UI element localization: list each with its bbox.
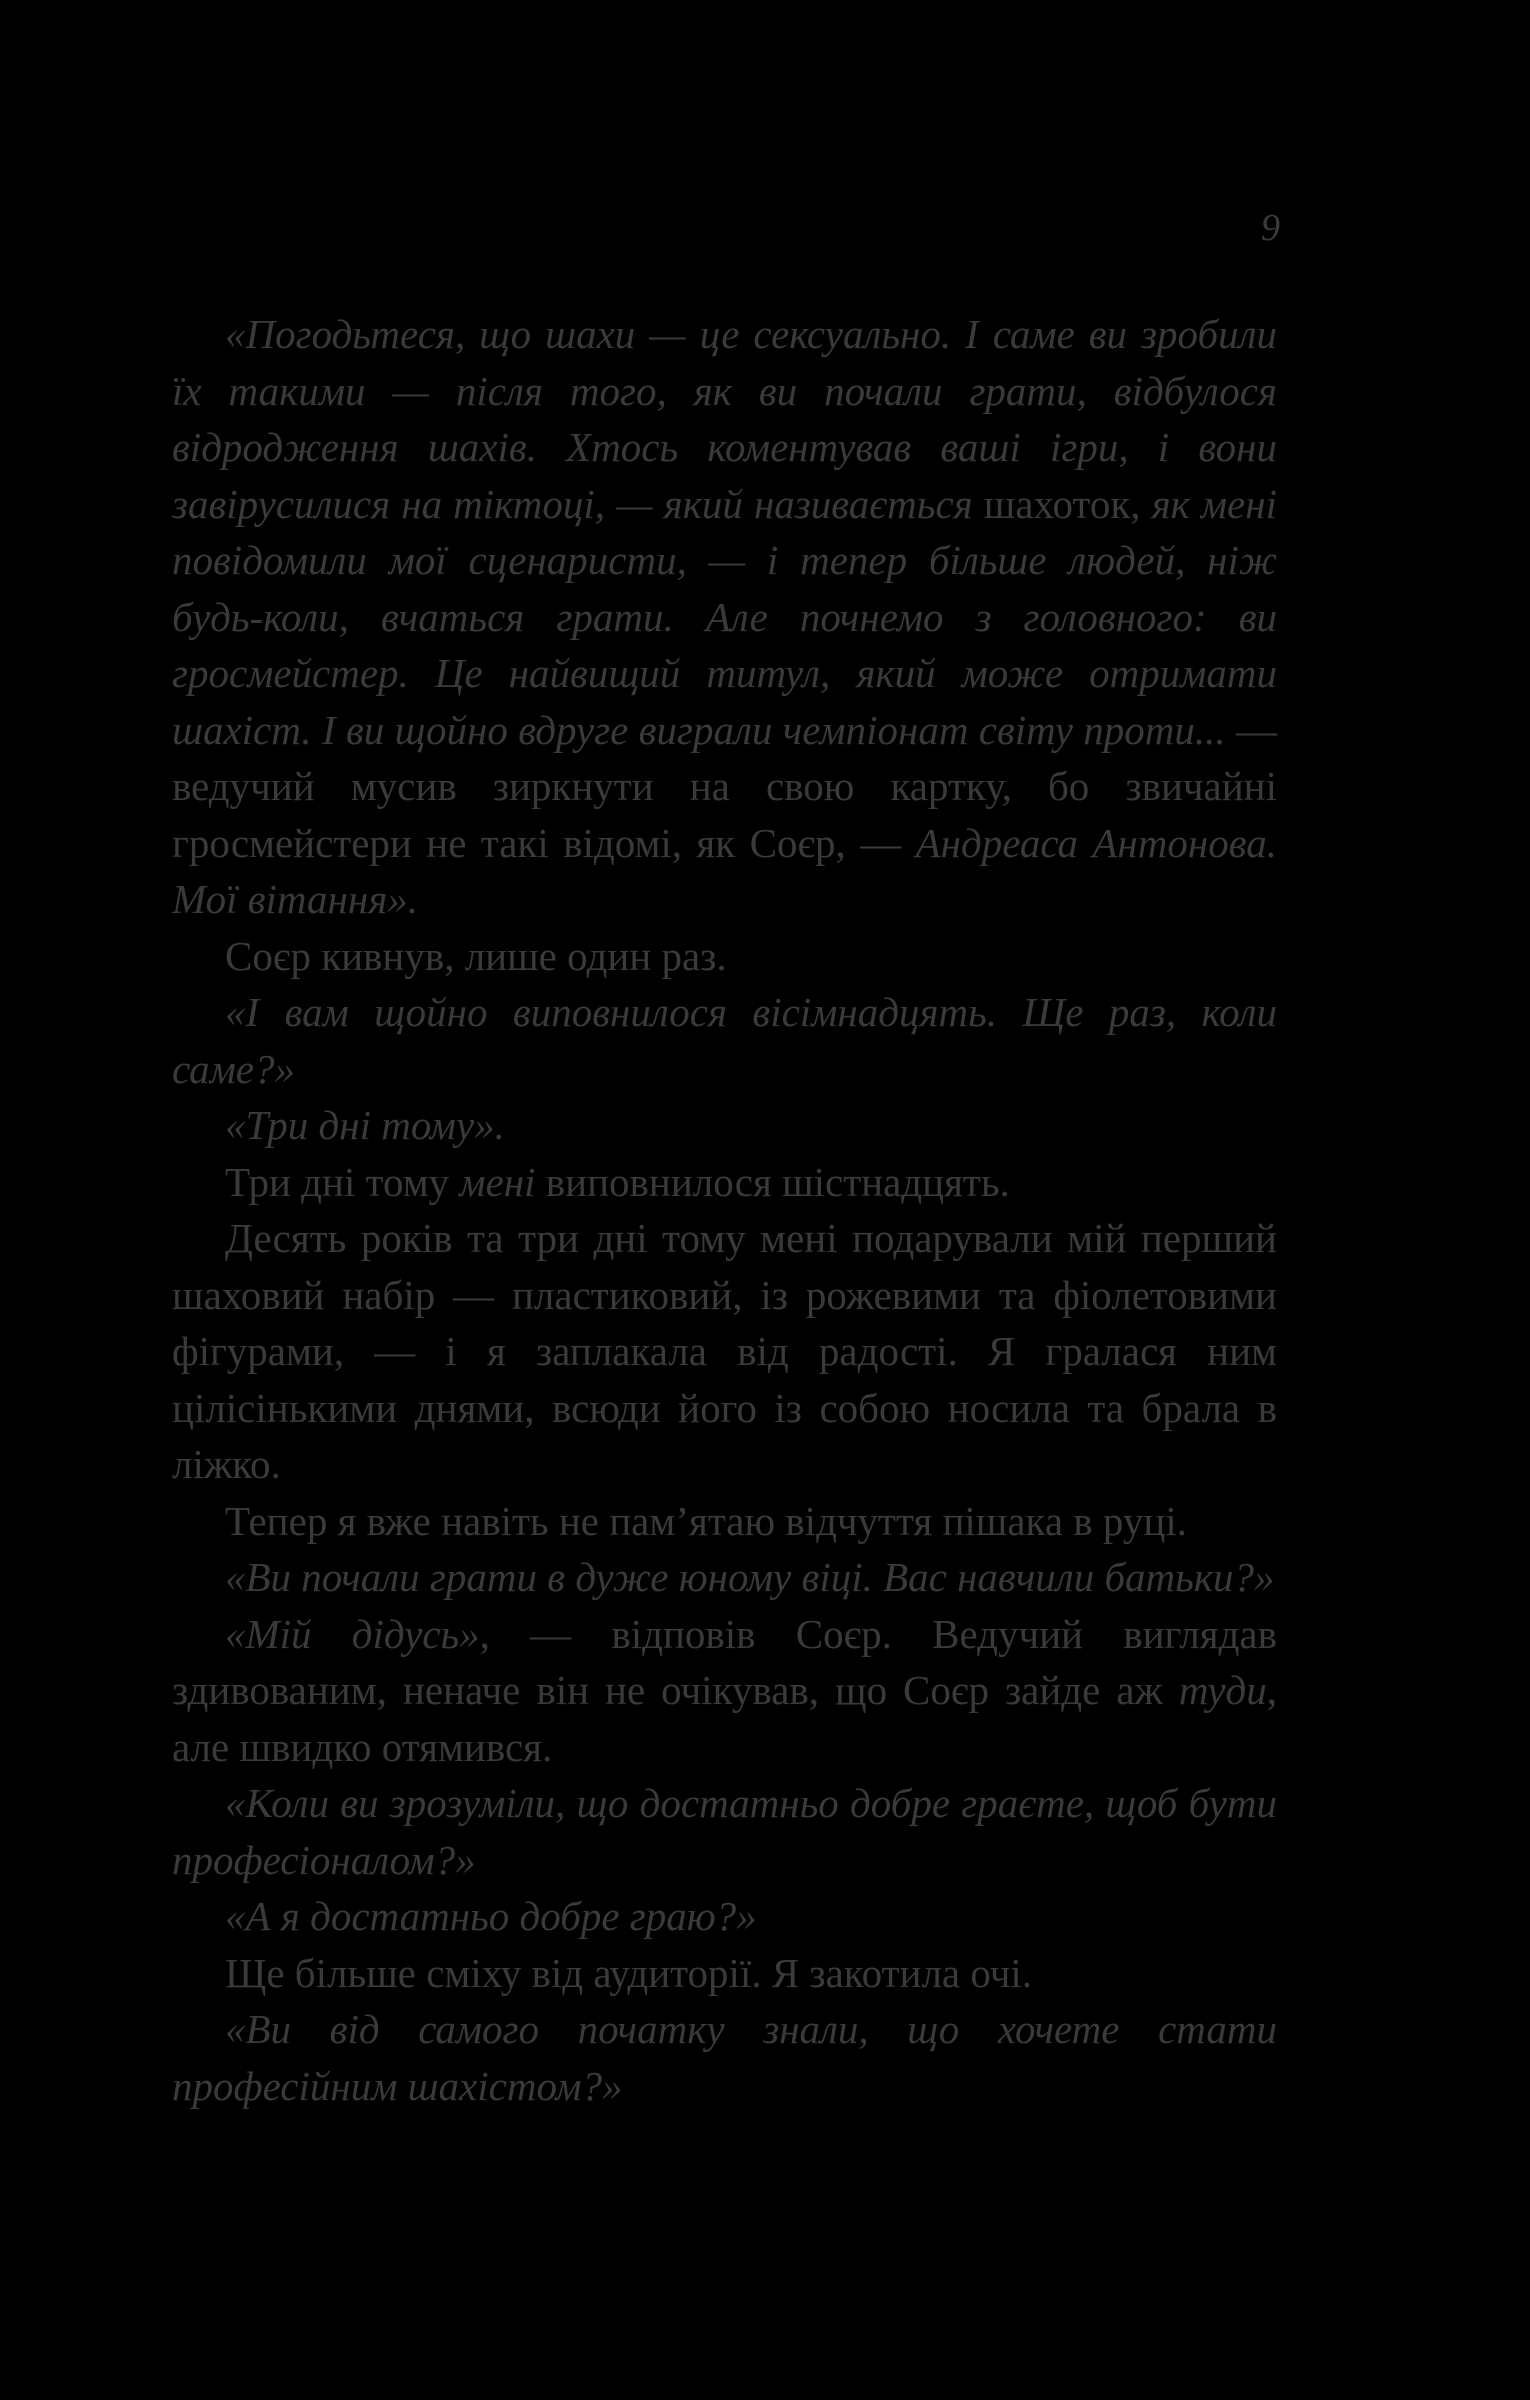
- text-segment: шахоток,: [983, 480, 1141, 527]
- text-segment: «Ви почали грати в дуже юному віці. Вас навчили батьки?»: [225, 1554, 1275, 1600]
- paragraph: [172, 1097, 1277, 1154]
- text-segment: Три дні тому: [225, 1158, 460, 1205]
- text-segment: «Мій дідусь»: [225, 1610, 480, 1657]
- paragraph: [172, 984, 1277, 1097]
- paragraph: [172, 928, 1277, 985]
- text-segment: «Три дні тому».: [225, 1102, 505, 1148]
- paragraph: [172, 306, 1277, 928]
- text-segment: , але швидко отямився.: [172, 1667, 1277, 1770]
- paragraph: [172, 1945, 1277, 2002]
- text-segment: «А я достатньо добре граю?»: [225, 1893, 757, 1939]
- text-segment: , — відповів Соєр. Ведучий виглядав здивованим, неначе він не очікував, що Соєр зайде аж: [172, 1610, 1277, 1713]
- paragraph: [172, 1493, 1277, 1550]
- text-segment: мені: [459, 1158, 536, 1205]
- text-segment: «Коли ви зрозуміли, що достатньо добре граєте, щоб бути професіоналом?»: [172, 1780, 1277, 1883]
- text-segment: як мені повідомили мої сценаристи, — і тепер більше людей, ніж будь-коли, вчаться грати. Але почнемо з головного: ви гросмейстер. Це найвищий титул, який може отримати шахіст. І ви щойно вдруге виграли чемпіонат світу проти...: [172, 480, 1277, 753]
- text-segment: Десять років та три дні тому мені подарували мій перший шаховий набір — пластиковий, із рожевими та фіолетовими фігурами, — і я заплакала від радості. Я гралася ним цілісінькими днями, всюди його із собою носила та брала в ліжко.: [172, 1215, 1277, 1487]
- paragraph: [172, 1888, 1277, 1945]
- paragraph: [172, 1210, 1277, 1493]
- text-segment: виповнилося шістнадцять.: [535, 1158, 1010, 1205]
- page-number: 9: [1261, 207, 1280, 249]
- text-segment: туди: [1178, 1667, 1267, 1713]
- body-text: [172, 306, 1277, 2114]
- text-segment: «Ви від самого початку знали, що хочете стати професійним шахістом?»: [172, 2006, 1277, 2109]
- text-segment: Ще більше сміху від аудиторії. Я закотила очі.: [225, 1949, 1033, 1996]
- paragraph: [172, 1606, 1277, 1776]
- paragraph: [172, 1154, 1277, 1211]
- text-segment: Андреаса Антонова. Мої вітання».: [172, 819, 1277, 922]
- text-segment: «Погодьтеся, що шахи — це сексуально. І саме ви зробили їх такими — після того, як ви почали грати, відбулося відродження шахів. Хтось коментував ваші ігри, і вони завірусилися на тіктоці, — який називається: [172, 311, 1277, 527]
- text-segment: «І вам щойно виповнилося вісімнадцять. Ще раз, коли саме?»: [172, 989, 1277, 1092]
- paragraph: [172, 2001, 1277, 2114]
- text-segment: Тепер я вже навіть не пам’ятаю відчуття пішака в руці.: [225, 1497, 1187, 1544]
- text-segment: — ведучий мусив зиркнути на свою картку, бо звичайні гросмейстери не такі відомі, як Соєр, —: [172, 706, 1278, 866]
- paragraph: [172, 1775, 1277, 1888]
- text-segment: Соєр кивнув, лише один раз.: [225, 932, 727, 979]
- paragraph: [172, 1549, 1277, 1606]
